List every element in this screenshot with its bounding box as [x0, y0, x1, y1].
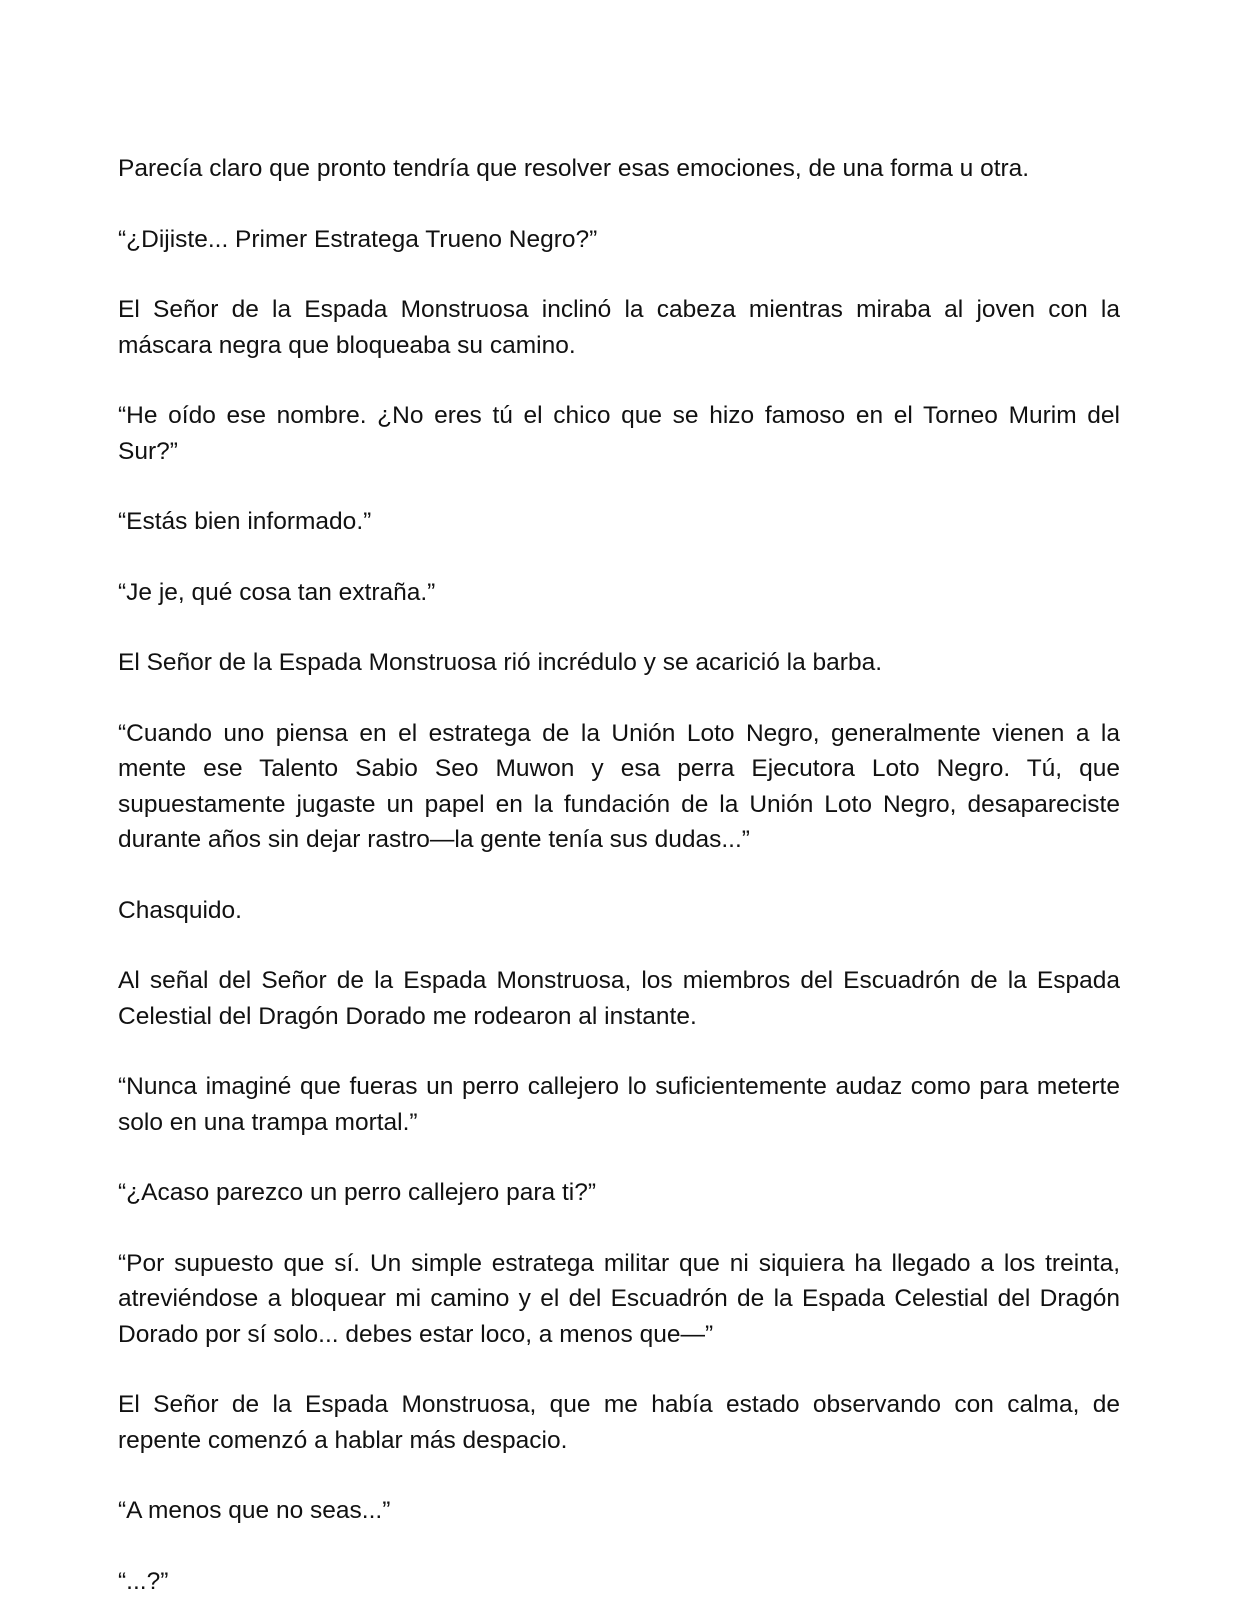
paragraph: “A menos que no seas...”	[118, 1497, 391, 1524]
paragraph: Parecía claro que pronto tendría que resolver esas emociones, de una forma u otra.	[118, 155, 1030, 182]
paragraph: “Cuando uno piensa en el estratega de la Unión Loto Negro, generalmente vienen a la mente ese Talento Sabio Seo Muwon y esa perra Ejecutora Loto Negro. Tú, que supuestamente jugaste un papel en la fundación de la Unión Loto Negro, desapareciste durante años sin dejar rastro—la gente tenía sus dudas...”	[118, 719, 1120, 853]
paragraph: “Estás bien informado.”	[118, 508, 372, 535]
paragraph: El Señor de la Espada Monstruosa rió incrédulo y se acarició la barba.	[118, 649, 882, 676]
paragraph: “He oído ese nombre. ¿No eres tú el chico que se hizo famoso en el Torneo Murim del Sur?”	[118, 402, 1120, 465]
paragraph: “Por supuesto que sí. Un simple estratega militar que ni siquiera ha llegado a los treinta, atreviéndose a bloquear mi camino y el del Escuadrón de la Espada Celestial del Dragón Dorado por sí solo... debes estar loco, a menos que—”	[118, 1249, 1120, 1348]
paragraph: El Señor de la Espada Monstruosa, que me había estado observando con calma, de repente comenzó a hablar más despacio.	[118, 1391, 1120, 1454]
paragraph: “Nunca imaginé que fueras un perro callejero lo suficientemente audaz como para meterte solo en una trampa mortal.”	[118, 1073, 1120, 1136]
paragraph: Chasquido.	[118, 896, 242, 924]
paragraph: “Je je, qué cosa tan extraña.”	[118, 578, 436, 606]
paragraph: El Señor de la Espada Monstruosa inclinó la cabeza mientras miraba al joven con la máscara negra que bloqueaba su camino.	[118, 296, 1120, 359]
paragraph: “¿Acaso parezco un perro callejero para ti?”	[118, 1179, 596, 1206]
paragraph: “...?”	[118, 1567, 169, 1595]
paragraph: Al señal del Señor de la Espada Monstruosa, los miembros del Escuadrón de la Espada Celestial del Dragón Dorado me rodearon al instante.	[118, 967, 1120, 1030]
body-text	[118, 151, 1120, 1599]
paragraph: “¿Dijiste... Primer Estratega Trueno Negro?”	[118, 225, 598, 253]
